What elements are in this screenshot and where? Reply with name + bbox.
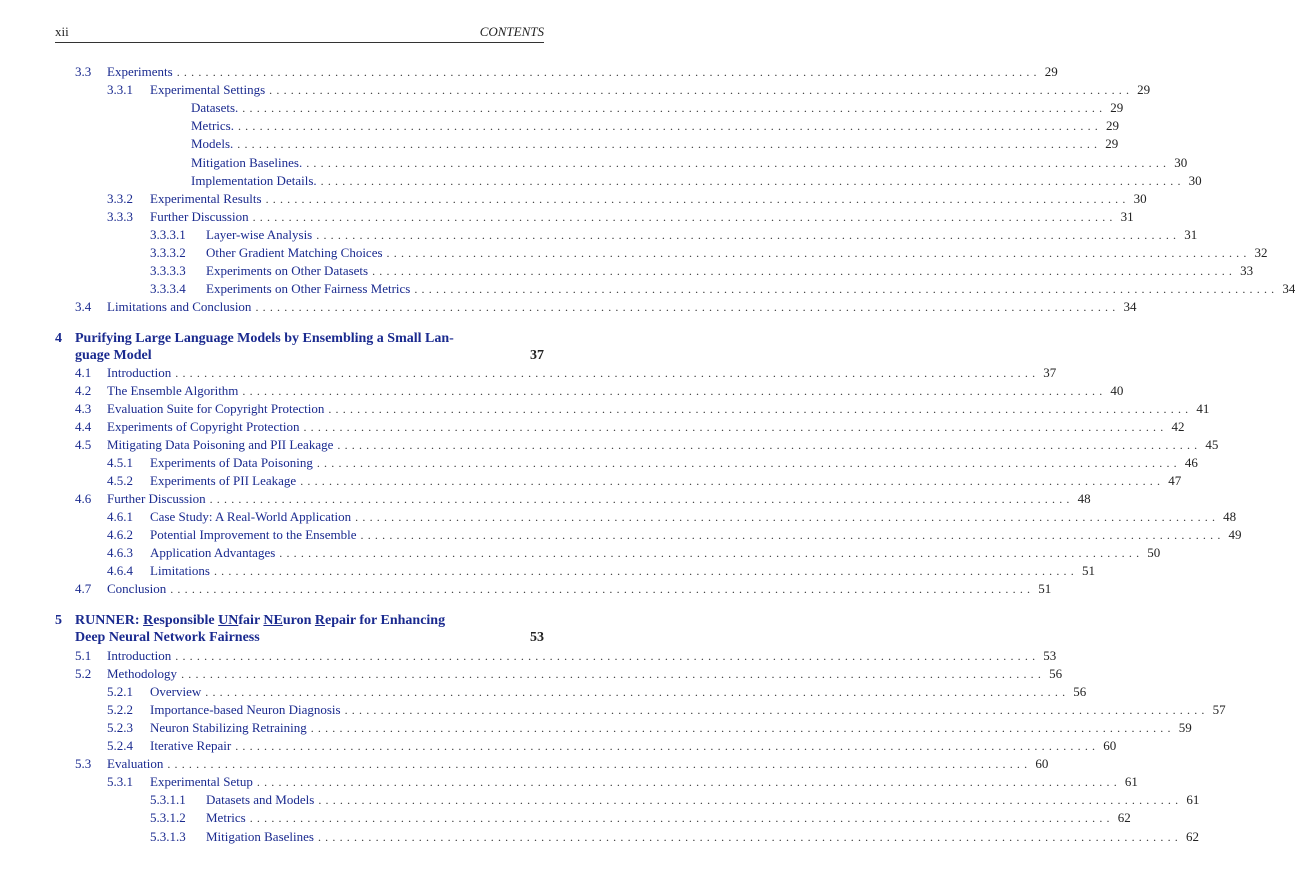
dot-leader: ........................................................................................................................ [252, 209, 1117, 224]
toc-entry-title: Datasets. [191, 100, 239, 116]
toc-entry-title: Metrics. [191, 118, 234, 134]
dot-leader: ........................................................................................................................ [235, 739, 1100, 754]
toc-entry-page: 46 [1184, 455, 1198, 470]
toc-entry-title: Mitigating Data Poisoning and PII Leakage [107, 437, 334, 452]
toc-entry-title: Limitations and Conclusion [107, 299, 252, 315]
toc-entry[interactable] [107, 563, 1095, 579]
toc-entry-number: 5.3.1.2 [150, 810, 186, 826]
chapter-number: 5 [55, 613, 62, 628]
toc-entry-number: 3.3.3.1 [150, 226, 186, 242]
dot-leader: ........................................................................................................................ [175, 649, 1040, 663]
toc-entry-number: 4.3 [75, 401, 92, 416]
toc-entry-page: 32 [1254, 245, 1268, 260]
dot-leader: ........................................................................................................................ [269, 83, 1134, 98]
toc-entry-page: 60 [1035, 756, 1049, 772]
toc-entry-number: 5.3.1.3 [150, 828, 186, 844]
toc-entry-page: 53 [1043, 648, 1057, 663]
toc-entry-page: 30 [1174, 154, 1188, 170]
toc-entry[interactable] [75, 64, 1058, 80]
toc-entry-title: Datasets and Models [206, 792, 315, 808]
toc-entry[interactable] [75, 756, 1049, 772]
toc-entry-number: 4.5.1 [107, 455, 133, 470]
dot-leader: ........................................................................................................................ [265, 191, 1130, 206]
toc-entry-title: Experiments on Other Fairness Metrics [206, 281, 411, 297]
dot-leader: ........................................................................................................................ [170, 582, 1035, 596]
dot-leader: ........................................................................................................................ [209, 492, 1074, 506]
toc-entry-page: 34 [1282, 281, 1295, 297]
dot-leader: ........................................................................................................................ [316, 227, 1181, 242]
toc-entry[interactable] [191, 172, 1202, 189]
dot-leader: ........................................................................................................................ [360, 528, 1225, 542]
toc-entry-title: Experiments of Data Poisoning [150, 455, 313, 470]
toc-entry-page: 45 [1205, 437, 1219, 452]
dot-leader: ........................................................................................................................ [344, 703, 1209, 718]
toc-entry-title: Methodology [107, 666, 178, 682]
toc-entry-number: 5.2.1 [107, 684, 133, 700]
dot-leader: ........................................................................................................................ [318, 793, 1183, 808]
toc-entry-page: 61 [1124, 774, 1138, 790]
toc-entry[interactable] [150, 226, 1198, 243]
toc-entry[interactable] [107, 684, 1087, 700]
toc-entry[interactable] [107, 473, 1182, 489]
toc-entry-number: 4.6.1 [107, 509, 133, 524]
toc-entry-page: 51 [1081, 563, 1095, 578]
toc-entry-page: 31 [1120, 208, 1134, 224]
toc-entry-page: 29 [1105, 136, 1119, 152]
dot-leader: ........................................................................................................................ [310, 721, 1175, 736]
toc-entry[interactable] [107, 190, 1147, 207]
toc-entry-page: 49 [1228, 527, 1242, 542]
toc-entry-number: 4.5 [75, 437, 92, 452]
toc-entry[interactable] [107, 545, 1161, 561]
toc-entry[interactable] [75, 581, 1052, 597]
toc-entry[interactable] [75, 648, 1057, 664]
toc-entry-number: 3.3.2 [107, 190, 133, 206]
toc-entry-title: Overview [150, 684, 202, 700]
toc-entry[interactable] [75, 666, 1063, 682]
toc-entry[interactable] [191, 118, 1119, 134]
title-part: UN [218, 613, 239, 628]
dot-leader: ........................................................................................................................ [279, 546, 1144, 560]
toc-entry-title: Limitations [150, 563, 210, 578]
dot-leader: ........................................................................................................................ [386, 246, 1251, 260]
dot-leader: ........................................................................................................................ [237, 119, 1102, 134]
toc-entry[interactable] [150, 263, 1254, 279]
toc-entry-title: Mitigation Baselines [206, 828, 314, 844]
toc-entry-title: Other Gradient Matching Choices [206, 245, 383, 260]
dot-leader: ........................................................................................................................ [176, 65, 1041, 79]
toc-entry-title: Neuron Stabilizing Retraining [150, 720, 307, 736]
toc-entry-number: 3.3.1 [107, 82, 133, 98]
title-part: R [314, 613, 326, 628]
toc-entry-page: 37 [1043, 365, 1057, 380]
toc-entry-title: Evaluation Suite for Copyright Protection [107, 401, 325, 416]
toc-entry-number: 5.2.3 [107, 720, 133, 736]
toc-entry-number: 4.4 [75, 419, 92, 434]
dot-leader: ........................................................................................................................ [255, 300, 1120, 315]
toc-entry-title: Importance-based Neuron Diagnosis [150, 702, 341, 718]
toc-entry-title: Conclusion [107, 581, 167, 596]
chapter-title-line-2: Deep Neural Network Fairness [75, 630, 260, 645]
toc-entry-title: Experiments of PII Leakage [150, 473, 297, 488]
toc-entry[interactable] [191, 136, 1119, 152]
title-part: esponsible [153, 613, 219, 628]
toc-entry-title: Introduction [107, 648, 172, 663]
toc-entry[interactable] [150, 810, 1131, 826]
chapter-title-line-1 [75, 612, 525, 629]
dot-leader: ........................................................................................................................ [242, 101, 1107, 116]
dot-leader: ........................................................................................................................ [237, 137, 1102, 152]
toc-entry[interactable] [75, 299, 1137, 315]
toc-entry-page: 56 [1073, 684, 1087, 700]
dot-leader: ........................................................................................................................ [316, 456, 1181, 470]
toc-entry-page: 57 [1212, 702, 1226, 718]
dot-leader: ........................................................................................................................ [167, 757, 1032, 772]
toc-entry-page: 29 [1044, 64, 1058, 79]
toc-entry[interactable] [107, 208, 1134, 225]
toc-entry-title: Iterative Repair [150, 738, 232, 754]
toc-entry[interactable] [107, 720, 1192, 736]
dot-leader: ........................................................................................................................ [414, 282, 1279, 297]
toc-entry-number: 5.3.1 [107, 774, 133, 790]
toc-entry-number: 5.3 [75, 756, 92, 772]
toc-entry-title: Experiments of Copyright Protection [107, 419, 300, 434]
chapter-title-line-2: guage Model [75, 348, 152, 363]
toc-entry-page: 59 [1178, 720, 1192, 736]
dot-leader: ........................................................................................................................ [303, 420, 1168, 434]
title-part: R [143, 613, 154, 628]
dot-leader: ........................................................................................................................ [205, 685, 1070, 700]
toc-entry-page: 30 [1188, 172, 1202, 188]
toc-entry-page: 29 [1137, 82, 1151, 98]
toc-entry-title: Case Study: A Real-World Application [150, 509, 352, 524]
toc-entry-title: Experimental Setup [150, 774, 253, 790]
toc-entry-page: 34 [1123, 299, 1137, 315]
toc-entry[interactable] [75, 419, 1185, 435]
toc-entry-page: 51 [1038, 581, 1052, 596]
toc-entry-title: Experimental Results [150, 190, 262, 206]
title-part: NE [263, 613, 283, 628]
toc-entry-title: Evaluation [107, 756, 164, 772]
dot-leader: ........................................................................................................................ [175, 366, 1040, 380]
toc-entry-number: 4.6 [75, 491, 92, 506]
dot-leader: ........................................................................................................................ [328, 402, 1193, 416]
toc-entry-title: Introduction [107, 365, 172, 380]
dot-leader: ........................................................................................................................ [300, 474, 1165, 488]
toc-entry-number: 5.3.1.1 [150, 792, 186, 808]
running-head: CONTENTS [479, 24, 544, 39]
toc-entry-number: 5.1 [75, 648, 92, 663]
title-part: fair [238, 613, 264, 628]
toc-entry-number: 5.2.4 [107, 738, 133, 754]
toc-entry-page: 56 [1049, 666, 1063, 682]
toc-entry-number: 4.5.2 [107, 473, 133, 488]
toc-entry[interactable] [107, 509, 1237, 525]
toc-entry-title: Models. [191, 136, 234, 152]
toc-entry[interactable] [150, 828, 1199, 845]
dot-leader: ........................................................................................................................ [320, 173, 1185, 188]
chapter-title-line-1: Purifying Large Language Models by Ensembling a Small Lan- [75, 331, 454, 346]
toc-entry-title: Implementation Details. [191, 172, 317, 188]
chapter-title [75, 612, 525, 646]
toc-entry-number: 3.3 [75, 64, 92, 79]
title-part: epair for Enhancing [325, 613, 446, 628]
dot-leader: ........................................................................................................................ [355, 510, 1220, 524]
toc-entry[interactable] [75, 383, 1124, 399]
toc-entry-number: 5.2.2 [107, 702, 133, 718]
toc-entry-page: 33 [1240, 263, 1254, 279]
toc-entry-number: 3.3.3.3 [150, 263, 186, 279]
dot-leader: ........................................................................................................................ [249, 811, 1114, 826]
toc-entry-number: 4.6.3 [107, 545, 133, 560]
toc-entry-number: 4.2 [75, 383, 92, 398]
chapter-title [75, 330, 525, 364]
page-number: xii [55, 24, 69, 39]
toc-entry-title: Experiments [107, 64, 173, 79]
toc-entry-number: 3.3.3.4 [150, 281, 186, 297]
toc-entry-page: 29 [1110, 100, 1124, 116]
dot-leader: ........................................................................................................................ [337, 438, 1202, 452]
toc-entry-title: The Ensemble Algorithm [107, 383, 239, 398]
toc-entry-number: 4.6.2 [107, 527, 133, 542]
title-part: RUNNER: [75, 613, 144, 628]
toc-entry[interactable] [107, 455, 1198, 471]
toc-entry-page: 30 [1133, 190, 1147, 206]
toc-entry[interactable] [75, 365, 1057, 381]
toc-entry-page: 31 [1184, 226, 1198, 242]
dot-leader: ........................................................................................................................ [213, 564, 1078, 578]
toc-entry-page: 40 [1110, 383, 1124, 398]
toc-entry[interactable] [107, 774, 1138, 790]
toc-entry[interactable] [75, 401, 1210, 417]
toc-entry-number: 4.1 [75, 365, 92, 380]
toc-entry-title: Experimental Settings [150, 82, 266, 98]
dot-leader: ........................................................................................................................ [306, 155, 1171, 170]
toc-entry-title: Layer-wise Analysis [206, 226, 313, 242]
toc-entry[interactable] [107, 527, 1242, 543]
toc-entry[interactable] [107, 82, 1151, 98]
toc-entry[interactable] [150, 281, 1295, 297]
toc-entry-title: Application Advantages [150, 545, 276, 560]
toc-entry-title: Mitigation Baselines. [191, 154, 303, 170]
dot-leader: ........................................................................................................................ [181, 667, 1046, 682]
toc-entry-number: 3.3.3.2 [150, 245, 186, 260]
toc-entry-title: Further Discussion [150, 208, 249, 224]
toc-entry[interactable] [150, 792, 1200, 808]
toc-entry[interactable] [107, 738, 1117, 754]
toc-entry[interactable] [150, 245, 1268, 261]
toc-entry-number: 4.6.4 [107, 563, 133, 578]
toc-entry-page: 60 [1103, 738, 1117, 754]
chapter-number: 4 [55, 331, 62, 346]
title-part: uron [282, 613, 315, 628]
toc-entry[interactable] [75, 491, 1091, 507]
dot-leader: ........................................................................................................................ [242, 384, 1107, 398]
dot-leader: ........................................................................................................................ [256, 775, 1121, 790]
toc-entry-page: 47 [1168, 473, 1182, 488]
toc-entry-title: Experiments on Other Datasets [206, 263, 369, 279]
toc-entry-page: 48 [1223, 509, 1237, 524]
toc-entry-page: 62 [1117, 810, 1131, 826]
toc-entry-title: Further Discussion [107, 491, 206, 506]
toc-entry-page: 50 [1147, 545, 1161, 560]
toc-entry-number: 4.7 [75, 581, 92, 596]
toc-entry-title: Potential Improvement to the Ensemble [150, 527, 357, 542]
toc-entry-page: 61 [1186, 792, 1200, 808]
dot-leader: ........................................................................................................................ [317, 829, 1182, 844]
toc-entry-page: 62 [1185, 828, 1199, 844]
toc-entry-number: 5.2 [75, 666, 92, 682]
toc-entry[interactable] [75, 437, 1219, 453]
dot-leader: ........................................................................................................................ [372, 264, 1237, 279]
toc-entry-page: 41 [1196, 401, 1210, 416]
toc-entry-page: 29 [1105, 118, 1119, 134]
toc-entry[interactable] [191, 154, 1188, 171]
toc-entry-page: 48 [1077, 491, 1091, 506]
toc-entry[interactable] [107, 702, 1226, 718]
toc-entry-title: Metrics [206, 810, 246, 826]
toc-entry-number: 3.3.3 [107, 208, 133, 224]
page-header [55, 22, 544, 43]
toc-entry[interactable] [191, 100, 1124, 116]
toc-entry-page: 42 [1171, 419, 1185, 434]
toc-entry-number: 3.4 [75, 299, 92, 315]
